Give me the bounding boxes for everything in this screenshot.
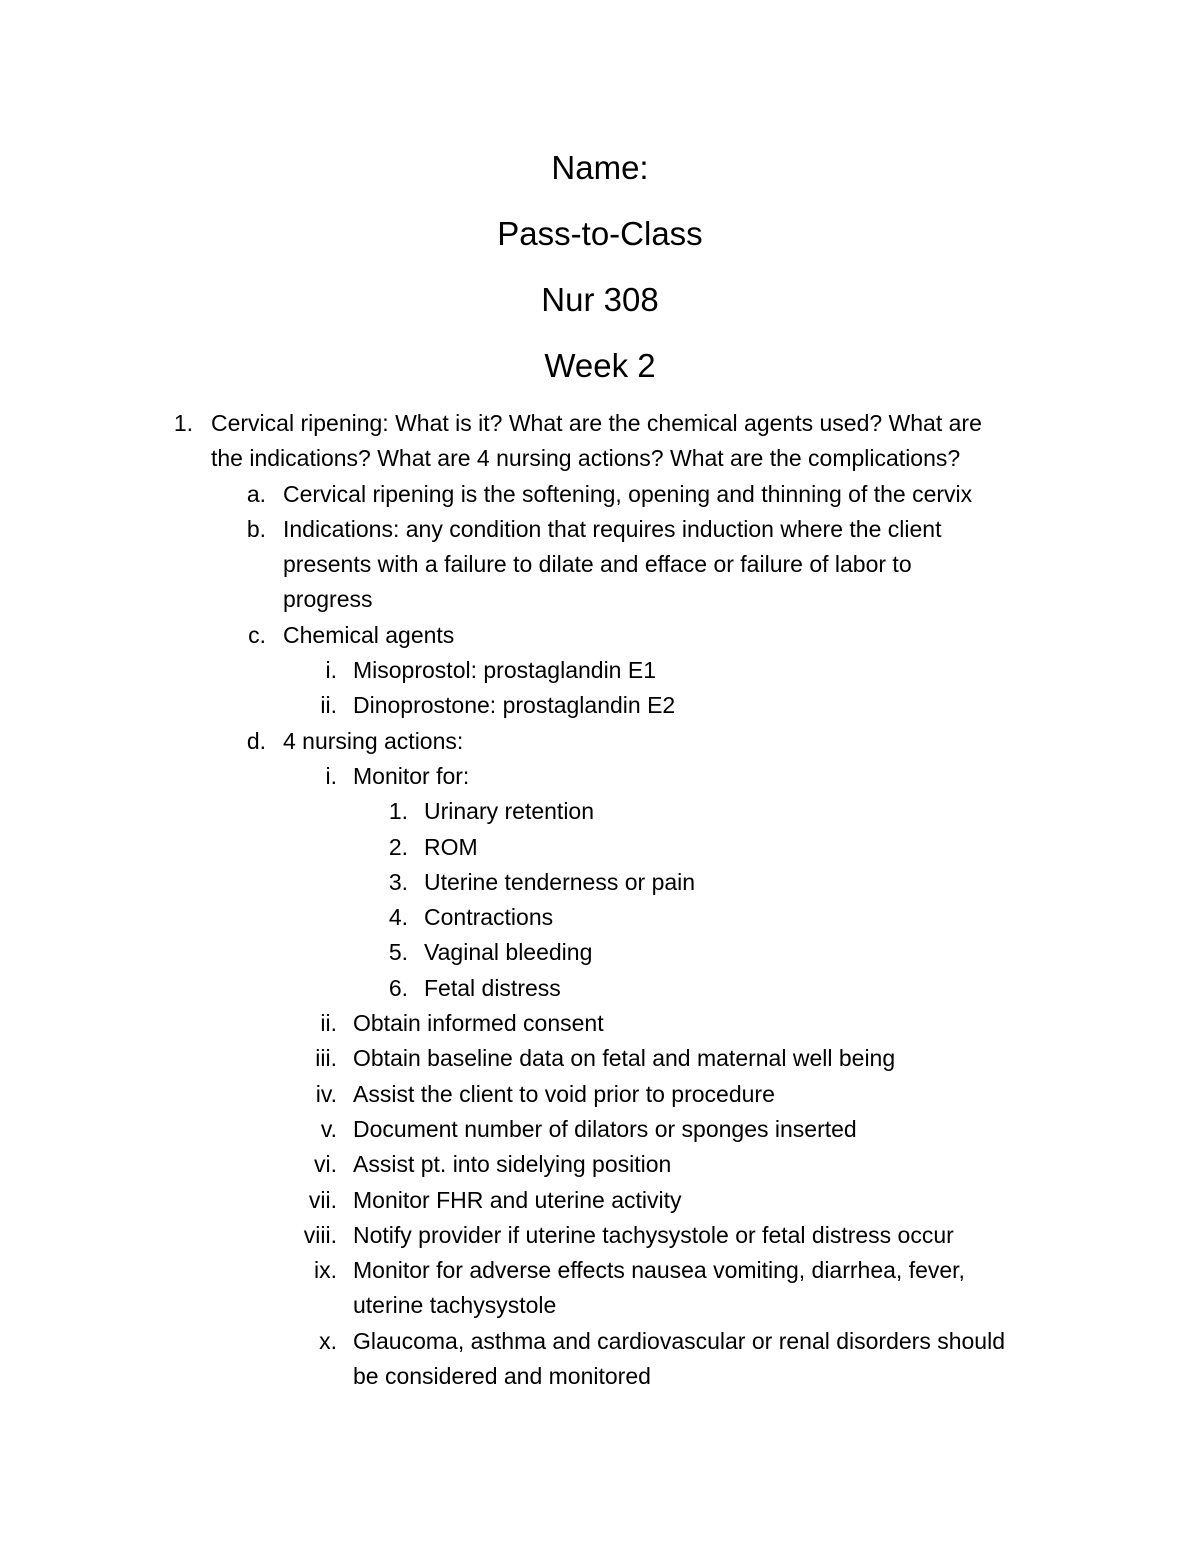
list-item	[0, 935, 1200, 970]
list-marker: 4.	[388, 904, 408, 931]
list-item-text: Cervical ripening is the softening, opening and thinning of the cervix	[283, 480, 973, 507]
list-item-text: Chemical agents	[283, 621, 455, 648]
list-item-text: Misoprostol: prostaglandin E1	[353, 657, 656, 684]
list-item-line	[0, 794, 1200, 829]
list-item-text: presents with a failure to dilate and efface or failure of labor to	[283, 551, 912, 578]
list-item-text: Vaginal bleeding	[424, 939, 593, 966]
name-label: Name:	[551, 149, 649, 186]
list-marker: c.	[248, 621, 266, 648]
list-marker: x.	[319, 1327, 337, 1354]
list-marker: i.	[325, 762, 337, 789]
list-item-text: Fetal distress	[424, 974, 561, 1001]
list-item-line	[0, 441, 1200, 476]
list-item	[0, 1253, 1200, 1324]
list-item	[0, 688, 1200, 723]
list-item-line	[0, 547, 1200, 582]
list-marker: 1.	[388, 798, 408, 825]
list-item	[0, 1077, 1200, 1112]
list-item-text: Monitor for adverse effects nausea vomiting, diarrhea, fever,	[353, 1257, 965, 1284]
list-marker: 5.	[388, 939, 408, 966]
list-item	[0, 618, 1200, 653]
list-item-line	[0, 1183, 1200, 1218]
document-title: Pass-to-Class	[497, 215, 703, 252]
list-item-line	[0, 618, 1200, 653]
list-marker: b.	[246, 515, 266, 542]
list-item	[0, 1147, 1200, 1182]
list-item-line	[0, 512, 1200, 547]
list-item-text: 4 nursing actions:	[283, 727, 464, 754]
list-marker: vii.	[308, 1186, 337, 1213]
list-item	[0, 794, 1200, 829]
list-item	[0, 1218, 1200, 1253]
list-marker: d.	[246, 727, 266, 754]
list-item-line	[0, 1006, 1200, 1041]
list-item-line	[0, 1288, 1200, 1323]
list-item	[0, 406, 1200, 477]
list-item-text: Glaucoma, asthma and cardiovascular or renal disorders should	[353, 1327, 1005, 1354]
list-marker: 3.	[388, 868, 408, 895]
list-item-text: Indications: any condition that requires induction where the client	[283, 515, 942, 542]
list-item-line	[0, 759, 1200, 794]
list-item	[0, 1112, 1200, 1147]
list-item-text: Urinary retention	[424, 798, 595, 825]
list-item-line	[0, 1359, 1200, 1394]
list-marker: a.	[246, 480, 266, 507]
list-marker: 1.	[173, 410, 193, 436]
list-item-text: Assist pt. into sidelying position	[353, 1151, 672, 1178]
list-item-line	[0, 1253, 1200, 1288]
list-marker: viii.	[303, 1221, 337, 1248]
list-item-text: Obtain informed consent	[353, 1010, 604, 1037]
list-item-line	[0, 724, 1200, 759]
list-marker: v.	[320, 1115, 337, 1142]
list-marker: ii.	[320, 1010, 337, 1037]
list-item-line	[0, 971, 1200, 1006]
list-marker: iv.	[315, 1080, 337, 1107]
list-item	[0, 1324, 1200, 1395]
list-item	[0, 971, 1200, 1006]
outline-list	[0, 406, 1200, 1394]
list-item-text: Document number of dilators or sponges inserted	[353, 1115, 857, 1142]
list-item-text: ROM	[424, 833, 478, 860]
list-marker: i.	[325, 657, 337, 684]
list-item-line	[0, 688, 1200, 723]
list-item-line	[0, 1147, 1200, 1182]
list-item-line	[0, 406, 1200, 441]
list-item	[0, 477, 1200, 512]
list-marker: 6.	[388, 974, 408, 1001]
list-item-line	[0, 1324, 1200, 1359]
list-item-text: Cervical ripening: What is it? What are the chemical agents used? What are	[211, 410, 982, 436]
list-item	[0, 1183, 1200, 1218]
list-item	[0, 653, 1200, 688]
list-marker: ix.	[314, 1257, 337, 1284]
list-item-text: the indications? What are 4 nursing actions? What are the complications?	[211, 445, 961, 472]
list-item-text: progress	[283, 586, 373, 613]
list-item	[0, 759, 1200, 794]
list-item	[0, 830, 1200, 865]
list-item	[0, 900, 1200, 935]
list-marker: 2.	[388, 833, 408, 860]
list-item-line	[0, 1218, 1200, 1253]
list-item-line	[0, 830, 1200, 865]
list-item-text: be considered and monitored	[353, 1363, 651, 1390]
list-item-line	[0, 1041, 1200, 1076]
list-item	[0, 1006, 1200, 1041]
list-item-text: Notify provider if uterine tachysystole or fetal distress occur	[353, 1221, 954, 1248]
list-item-line	[0, 1112, 1200, 1147]
week-label: Week 2	[544, 347, 656, 384]
list-item-line	[0, 900, 1200, 935]
list-item-text: Monitor for:	[353, 762, 470, 789]
list-item-line	[0, 865, 1200, 900]
list-item	[0, 724, 1200, 759]
list-item-line	[0, 653, 1200, 688]
list-item	[0, 865, 1200, 900]
list-marker: ii.	[320, 692, 337, 719]
list-marker: vi.	[314, 1151, 337, 1178]
list-item-text: Assist the client to void prior to procedure	[353, 1080, 775, 1107]
list-item	[0, 512, 1200, 618]
list-item-text: Contractions	[424, 904, 554, 931]
list-marker: iii.	[315, 1045, 337, 1072]
list-item-text: Uterine tenderness or pain	[424, 868, 696, 895]
course-code: Nur 308	[541, 281, 659, 318]
list-item-line	[0, 1077, 1200, 1112]
list-item-text: Dinoprostone: prostaglandin E2	[353, 692, 676, 719]
list-item-text: Monitor FHR and uterine activity	[353, 1186, 682, 1213]
list-item-line	[0, 935, 1200, 970]
list-item-text: uterine tachysystole	[353, 1292, 557, 1319]
list-item-line	[0, 477, 1200, 512]
list-item-line	[0, 582, 1200, 617]
list-item-text: Obtain baseline data on fetal and maternal well being	[353, 1045, 896, 1072]
list-item	[0, 1041, 1200, 1076]
